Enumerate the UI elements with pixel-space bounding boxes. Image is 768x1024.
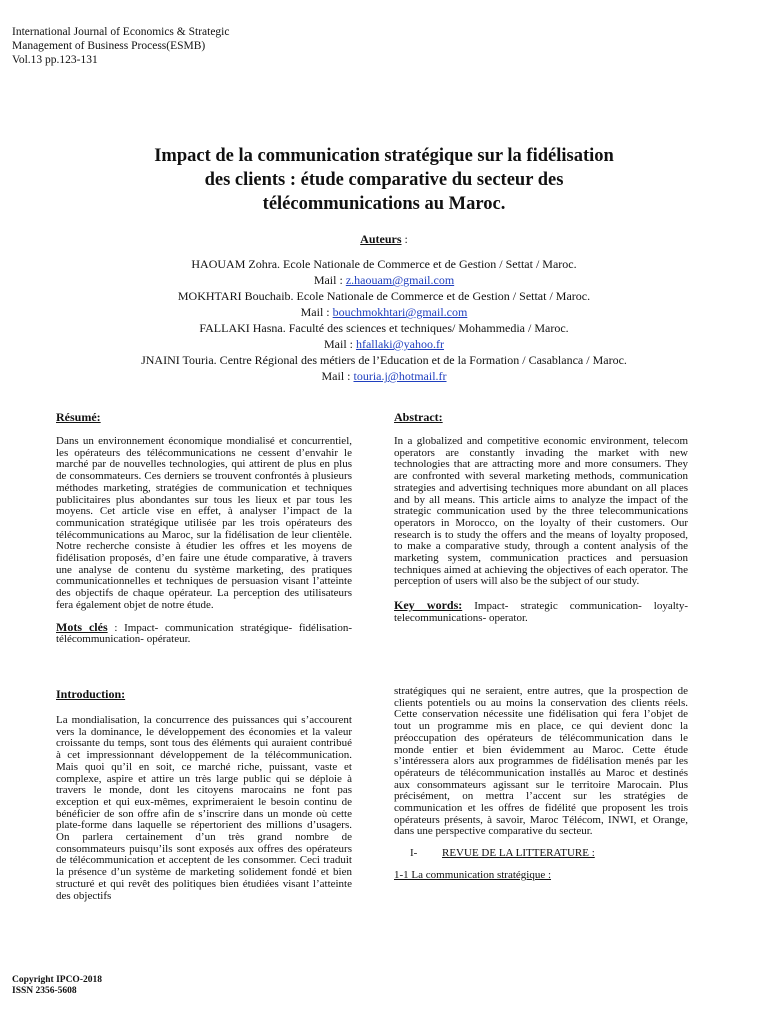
journal-header	[12, 25, 229, 67]
journal-name-line1: International Journal of Economics & Strategic	[12, 26, 230, 38]
author-email-link[interactable]: touria.j@hotmail.fr	[353, 369, 447, 383]
introduction-text: La mondialisation, la concurrence des puissances qui s’accourent vers la dominance, le développement des économies et la valeur croissante du temps, sont tous des éléments qui auraient contribué à cet impressionnant développement de la télécommunication. Mais quoi qu’il en soit, ce marché riche, puissant, vaste et complexe, aspire et attire un très large public qui se déploie à travers le monde, dont les citoyens marocains ne font pas exception et qui eux-mêmes, exprimeraient le besoin continu de bénéficier de son offre afin de s’inscrire dans un monde où cette plate-forme dans laquelle se répertorient des millions d’usagers. On parlera certainement d’un très grand nombre de consommateurs puisqu’ils sont exposés aux offres des opérateurs de télécommunication et acceptent de les consommer. Ceci traduit la présence d’un système de marketing solidement fondé et bien structuré et qui revêt des politiques bien étudiées visant l’atteinte des objectifs	[56, 714, 352, 902]
resume-heading: Résumé:	[56, 410, 101, 424]
resume-keywords-label: Mots clés	[56, 619, 108, 634]
mail-label: Mail :	[300, 305, 333, 319]
author-mail-line	[0, 336, 768, 352]
resume-keywords-text: : Impact- communication stratégique- fidélisation- télécommunication- opérateur.	[56, 621, 352, 646]
author-mail-line	[0, 304, 768, 320]
section-title: REVUE DE LA LITTERATURE :	[442, 847, 595, 860]
abstract-text: In a globalized and competitive economic environment, telecom operators are constantly invading the market with new technologies that are attracting more and more consumers. They are confronted with several marketing methods, communication strategies and advertising techniques more abundant on all places and by all means. This article aims to analyze the impact of the strategic communication used by the three telecommunications operators in Morocco, on the loyalty of their customers. Our research is to study the offers and the means of loyalty proposed, to make a comparative study, through a content analysis of the marketing system, communication practices and persuasion techniques aimed at achieving the objectives of each operator. The perception of users will also be the subject of our study.	[394, 435, 688, 588]
abstract-section	[394, 410, 688, 625]
introduction-heading: Introduction:	[56, 687, 126, 701]
author-affiliation: HAOUAM Zohra. Ecole Nationale de Commerce et de Gestion / Settat / Maroc.	[191, 257, 577, 271]
author-affiliation: MOKHTARI Bouchaib. Ecole Nationale de Commerce et de Gestion / Settat / Maroc.	[177, 289, 591, 303]
authors-heading	[0, 232, 768, 247]
authors-heading-label: Auteurs	[360, 232, 402, 246]
author-affiliation: JNAINI Touria. Centre Régional des métiers de l’Education et de la Formation / Casablanca / Maroc.	[141, 353, 627, 367]
author-mail-line	[0, 368, 768, 384]
paper-title	[60, 144, 708, 216]
abstract-keywords-label: Key words:	[394, 598, 463, 613]
introduction-section	[56, 687, 352, 902]
section-number: I-	[410, 847, 418, 860]
author-email-link[interactable]: hfallaki@yahoo.fr	[355, 337, 445, 351]
introduction-continued-section	[394, 686, 688, 882]
paper-title-line1: Impact de la communication stratégique sur la fidélisation	[154, 146, 614, 166]
resume-section	[56, 410, 352, 646]
authors-list	[0, 256, 768, 384]
journal-volume: Vol.13 pp.123-131	[12, 54, 98, 66]
subsection-heading: 1-1 La communication stratégique :	[394, 869, 552, 882]
abstract-keywords-text: Impact- strategic communication- loyalty- telecommunications- operator.	[394, 600, 688, 624]
author-email-link[interactable]: bouchmokhtari@gmail.com	[332, 305, 468, 319]
author-mail-line	[0, 272, 768, 288]
author-affiliation: FALLAKI Hasna. Faculté des sciences et techniques/ Mohammedia / Maroc.	[199, 321, 569, 335]
resume-text: Dans un environnement économique mondialisé et concurrentiel, les opérateurs des télécommunications ne cessent d’envahir le marché par de nouvelles technologies, qui attirent de plus en plus de consommateurs. Ces derniers se trouvent confrontés à plusieurs méthodes marketing, stratégies de communication et techniques publicitaires plus abondantes sur tous les lieux et par tous les moyens. Cet article vise en effet, à analyser l’impact de la communication stratégique utilisée par les trois opérateurs des télécommunications au Maroc, sur la fidélisation de leur clientèle. Notre recherche consiste à étudier les offres et les moyens de fidélisation proposés, d’en faire une étude comparative, à travers une analyse de contenu du système marketing, des pratiques communicationnelles et techniques de persuasion visant l’atteinte des objectifs de chaque opérateur. La perception des utilisateurs fera également objet de notre étude.	[56, 435, 352, 611]
footer-copyright	[12, 975, 102, 997]
paper-title-line2: des clients : étude comparative du secteur des	[204, 170, 564, 190]
introduction-continued-text: stratégiques qui ne seraient, entre autres, que la prospection de clients potentiels ou au moins la conservation des clients réels. Cette conservation nécessite une fidélisation qui fera l’objet de tout un programme mis en place, ce qui devient donc la préoccupation des opérateurs de télécommunication dans le monde entier et bien évidemment au Maroc. Cette étude s’intéressera alors aux programmes de fidélisation menés par les opérateurs de télécommunication installés au Maroc et destinés aux consommateurs agissant sur le territoire Marocain. Plus précisément, on mettra l’accent sur les stratégies de communication et les offres de fidélité que proposent les trois opérateurs présents, à savoir, Maroc Télécom, INWI, et Orange, dans une perspective comparative du secteur.	[394, 685, 688, 838]
author-email-link[interactable]: z.haouam@gmail.com	[345, 273, 455, 287]
mail-label: Mail :	[321, 369, 354, 383]
paper-title-line3: télécommunications au Maroc.	[262, 194, 506, 214]
mail-label: Mail :	[323, 337, 356, 351]
copyright-text: Copyright IPCO-2018	[12, 975, 102, 985]
section-heading	[394, 846, 688, 860]
abstract-keywords	[394, 600, 688, 624]
authors-heading-colon: :	[401, 232, 408, 246]
journal-name-line2: Management of Business Process(ESMB)	[12, 40, 206, 52]
resume-keywords	[56, 619, 352, 646]
mail-label: Mail :	[313, 273, 346, 287]
abstract-heading: Abstract:	[394, 410, 443, 424]
issn-text: ISSN 2356-5608	[12, 986, 77, 996]
